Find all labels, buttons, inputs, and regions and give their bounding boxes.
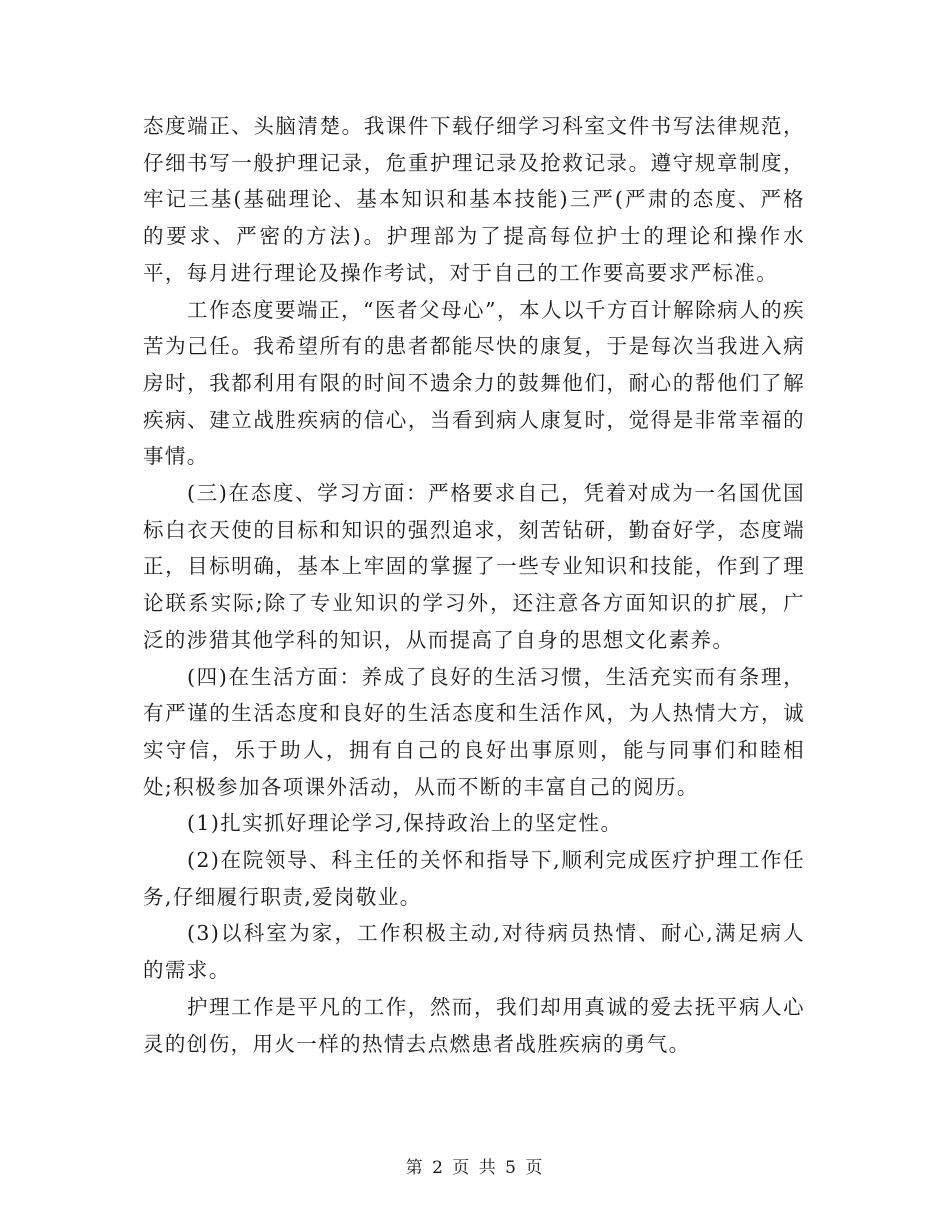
document-body <box>143 108 805 1062</box>
paragraph-continued: 态度端正、头脑清楚。我课件下载仔细学习科室文件书写法律规范，仔细书写一般护理记录，危重护理记录及抢救记录。遵守规章制度，牢记三基(基础理论、基本知识和基本技能)三严(严肃的态度、严格的要求、严密的方法)。护理部为了提高每位护士的理论和操作水平，每月进行理论及操作考试，对于自己的工作要高要求严标准。 <box>143 114 805 285</box>
list-item-3: (3)以科室为家，工作积极主动,对待病员热情、耐心,满足病人的需求。 <box>143 921 805 983</box>
list-item-1: (1)扎实抓好理论学习,保持政治上的坚定性。 <box>187 811 623 836</box>
paragraph-work-attitude: 工作态度要端正，“医者父母心”，本人以千方百计解除病人的疾苦为己任。我希望所有的患者都能尽快的康复，于是每次当我进入病房时，我都利用有限的时间不遗余力的鼓舞他们，耐心的帮他们了解疾病、建立战胜疾病的信心，当看到病人康复时，觉得是非常幸福的事情。 <box>143 297 805 469</box>
paragraph-study-attitude: (三)在态度、学习方面：严格要求自己，凭着对成为一名国优国标白衣天使的目标和知识的强烈追求，刻苦钻研，勤奋好学，态度端正，目标明确，基本上牢固的掌握了一些专业知识和技能，作到了理论联系实际;除了专业知识的学习外，还注意各方面知识的扩展，广泛的涉猎其他学科的知识，从而提高了自身的思想文化素养。 <box>143 481 805 652</box>
paragraph-closing: 护理工作是平凡的工作，然而，我们却用真诚的爱去抚平病人心灵的创伤，用火一样的热情去点燃患者战胜疾病的勇气。 <box>143 994 805 1056</box>
paragraph-life-aspect: (四)在生活方面：养成了良好的生活习惯，生活充实而有条理，有严谨的生活态度和良好的生活态度和生活作风，为人热情大方，诚实守信，乐于助人，拥有自己的良好出事原则，能与同事们和睦相处;积极参加各项课外活动，从而不断的丰富自己的阅历。 <box>143 664 805 799</box>
page-number-footer: 第 2 页 共 5 页 <box>405 1158 545 1178</box>
list-item-2: (2)在院领导、科主任的关怀和指导下,顺利完成医疗护理工作任务,仔细履行职责,爱岗敬业。 <box>143 848 805 909</box>
